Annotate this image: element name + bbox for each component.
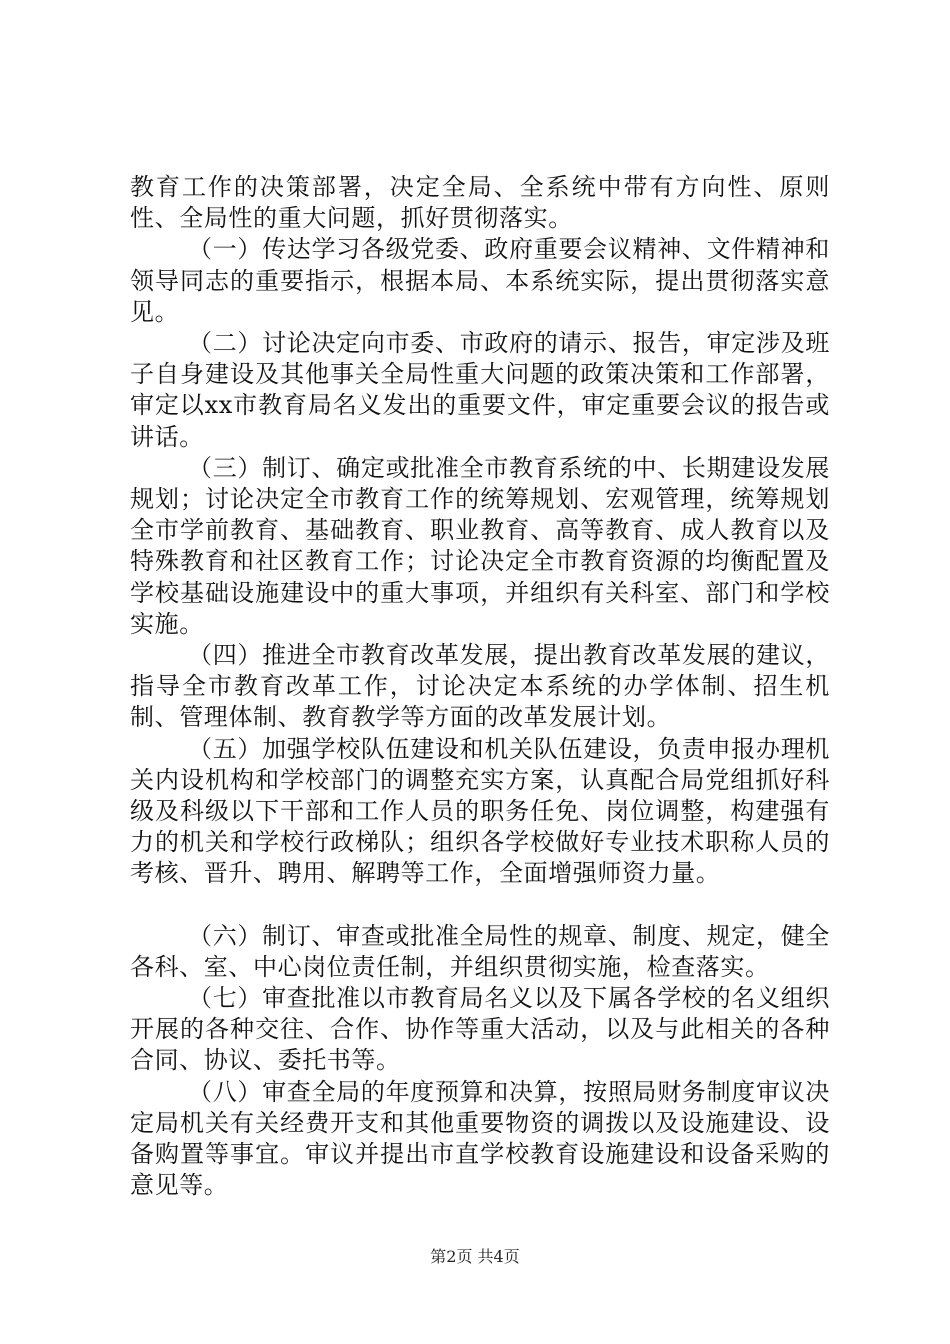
paragraph-gap (130, 890, 830, 921)
paragraph-item-4: （四）推进全市教育改革发展，提出教育改革发展的建议，指导全市教育改革工作，讨论决定本系统的办学体制、招生机制、管理体制、教育教学等方面的改革发展计划。 (130, 641, 830, 732)
page-number-footer: 第2页 共4页 (430, 1247, 520, 1266)
paragraph-item-7: （七）审查批准以市教育局名义以及下属各学校的名义组织开展的各种交往、合作、协作等重大活动，以及与此相关的各种合同、协议、委托书等。 (130, 984, 830, 1075)
paragraph-item-2: （二）讨论决定向市委、市政府的请示、报告，审定涉及班子自身建设及其他事关全局性重大问题的政策决策和工作部署，审定以xx市教育局名义发出的重要文件，审定重要会议的报告或讲话。 (130, 329, 830, 451)
paragraph-item-3: （三）制订、确定或批准全市教育系统的中、长期建设发展规划；讨论决定全市教育工作的统筹规划、宏观管理，统筹规划全市学前教育、基础教育、职业教育、高等教育、成人教育以及特殊教育和社区教育工作；讨论决定全市教育资源的均衡配置及学校基础设施建设中的重大事项，并组织有关科室、部门和学校实施。 (130, 453, 830, 638)
paragraph-item-1: （一）传达学习各级党委、政府重要会议精神、文件精神和领导同志的重要指示，根据本局、本系统实际，提出贯彻落实意见。 (130, 235, 830, 326)
paragraph-item-5: （五）加强学校队伍建设和机关队伍建设，负责申报办理机关内设机构和学校部门的调整充实方案，认真配合局党组抓好科级及科级以下干部和工作人员的职务任免、岗位调整，构建强有力的机关和学校行政梯队；组织各学校做好专业技术职称人员的考核、晋升、聘用、解聘等工作，全面增强师资力量。 (130, 734, 830, 888)
paragraph-item-6: （六）制订、审查或批准全局性的规章、制度、规定，健全各科、室、中心岗位责任制，并组织贯彻实施，检查落实。 (130, 921, 830, 981)
document-body (130, 172, 830, 1202)
paragraph-item-8: （八）审查全局的年度预算和决算，按照局财务制度审议决定局机关有关经费开支和其他重要物资的调拨以及设施建设、设备购置等事宜。审议并提出市直学校教育设施建设和设备采购的意见等。 (130, 1077, 830, 1200)
paragraph-continuation: 教育工作的决策部署，决定全局、全系统中带有方向性、原则性、全局性的重大问题，抓好贯彻落实。 (130, 173, 830, 233)
